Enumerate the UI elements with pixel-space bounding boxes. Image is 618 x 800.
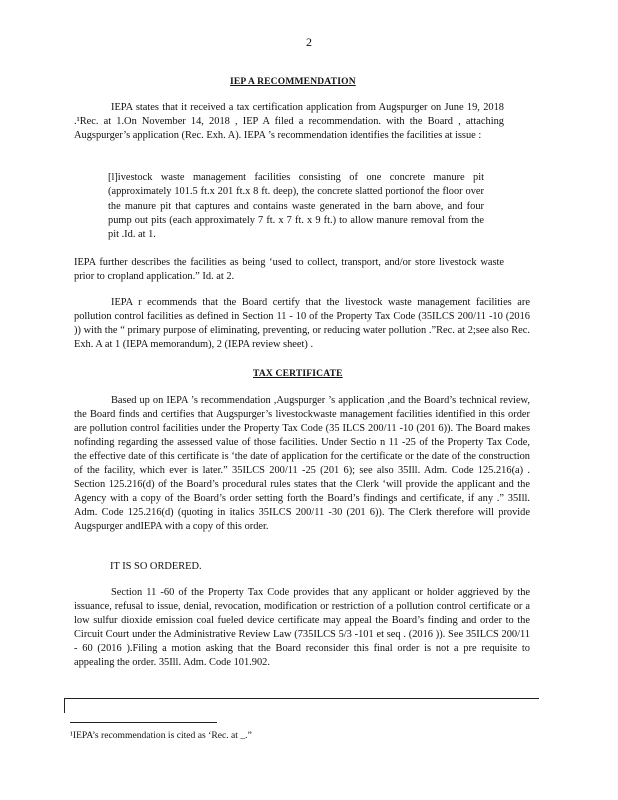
paragraph-received: IEPA states that it received a tax certification application from Augspurger on June 19, 2018 .¹Rec. at 1.On November 14, 2018 , IEP A filed a recommendation. with the Board , attaching Augspurger’s application (Rec. Exh. A). IEPA ’s recommendation identifies the facilities at issue : [74,102,504,141]
footnote-separator [70,722,217,723]
tax-certificate-heading: TAX CERTIFICATE [253,369,343,379]
footnote: ¹IEPA’s recommendation is cited as ‘Rec. at _.” [70,730,252,741]
block-quote: [l]ivestock waste management facilities consisting of one concrete manure pit (approximately 101.5 ft.x 201 ft.x 8 ft. deep), the concrete slatted portionof the floor over the manure pit that captures and contains waste generated in the barn above, and four pump out pits (each approximately 7 ft. x 7 ft. x 9 ft.) to allow manure removal from the pit .Id. at 1. [108,172,484,241]
ordered-statement: IT IS SO ORDERED. [110,561,202,572]
paragraph-appeal: Section 11 -60 of the Property Tax Code provides that any applicant or holder aggrieved by the issuance, refusal to issue, denial, revocation, modification or restriction of a pollution control certificate or a low sulfur dioxide emission coal fueled device certificate may appeal the Board’s finding and order to the Circuit Court under the Administrative Review Law (735ILCS 5/3 -101 et seq . (2016 )). See 35ILCS 200/11 - 60 (2016 ).Filing a motion asking that the Board reconsider this final order is not a pre requisite to appealing the order. 35Ill. Adm. Code 101.902. [74,587,530,668]
page-border-rule [64,698,539,713]
paragraph-findings: Based up on IEPA ’s recommendation ,Augspurger ’s application ,and the Board’s technical review, the Board finds and certifies that Augspurger’s livestockwaste management facilities identified in this order are pollution control facilities under the Property Tax Code (35 ILCS 200/11 -10 (201 6)). The Board makes nofinding regarding the assessed value of those facilities. Under Sectio n 11 -25 of the Property Tax Code, the effective date of this certificate is ‘the date of application for the certificate or the date of the construction of the facility, which ever is later.” 35ILCS 200/11 -25 (201 6); see also 35Ill. Adm. Code 125.216(a) . Section 125.216(d) of the Board’s procedural rules states that the Clerk ‘will provide the applicant and the Agency with a copy of the Board’s order setting forth the Board’s findings and certificate, if any .” 35Ill. Adm. Code 125.216(d) (quoting in italics 35ILCS 200/11 -30 (201 6)). The Clerk therefore will provide Augspurger andIEPA with a copy of this order. [74,395,530,532]
paragraph-further-describes: IEPA further describes the facilities as being ‘used to collect, transport, and/or store livestock waste prior to cropland application.” Id. at 2. [74,257,504,282]
recommendation-heading: IEP A RECOMMENDATION [230,77,356,87]
paragraph-recommends: IEPA r ecommends that the Board certify that the livestock waste management facilities are pollution control facilities as defined in Section 11 - 10 of the Property Tax Code (35ILCS 200/11 -10 (2016 )) with the “ primary purpose of eliminating, preventing, or reducing water pollution .”Rec. at 2;see also Rec. Exh. A at 1 (IEPA memorandum), 2 (IEPA review sheet) . [74,297,530,350]
page-number: 2 [306,35,312,49]
